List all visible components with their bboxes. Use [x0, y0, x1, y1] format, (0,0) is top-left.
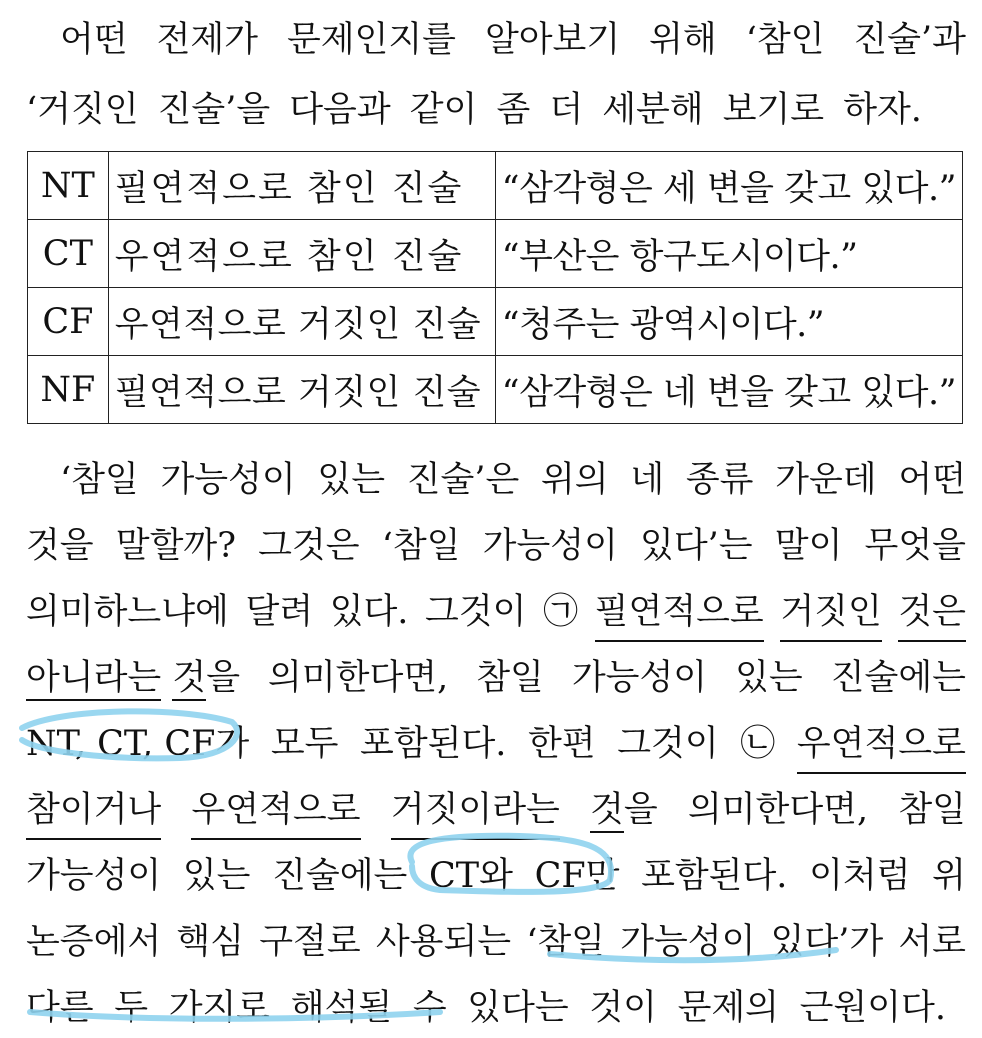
word: 가운데 [775, 460, 877, 500]
word: 좀 [496, 90, 531, 130]
body-line-3 [26, 582, 966, 642]
word: 전제가 [156, 20, 258, 60]
word: 진술에는 [830, 658, 966, 698]
word: 해석될 [290, 988, 393, 1028]
word: 문제인지를 [286, 20, 456, 60]
word: ‘참일 [60, 460, 139, 500]
word: 진술’은 [406, 460, 520, 500]
word: 있는 [317, 460, 386, 500]
type-name: 우연적으로 거짓인 진술 [108, 288, 495, 356]
word: 수 [412, 988, 447, 1028]
word: 있는 [182, 856, 251, 896]
type-example: “부산은 항구도시이다.” [495, 220, 962, 288]
body-line-7 [26, 846, 966, 906]
word: 논증에서 [26, 922, 162, 962]
word: 참일 [898, 790, 966, 830]
body-line-6 [26, 780, 966, 840]
word: ‘참인 [745, 20, 825, 60]
body-line-2 [26, 516, 966, 576]
word: 그것이 [617, 724, 719, 764]
body-line-8 [26, 912, 966, 972]
word-group [590, 780, 658, 840]
underlined-word: 거짓이라는 [391, 780, 560, 840]
word: 의미한다면, [687, 790, 869, 830]
word: 어떤 [60, 20, 128, 60]
word: 같이 [409, 90, 478, 130]
type-name: 우연적으로 참인 진술 [108, 220, 495, 288]
word: ‘참일 [526, 922, 605, 962]
body-line-4 [26, 648, 966, 708]
word: 두 [114, 988, 149, 1028]
word: 말할까? [115, 526, 236, 566]
word: 서로 [898, 922, 966, 962]
word: 진술’을 [157, 90, 271, 130]
type-code: NF [28, 356, 109, 424]
word: ‘거짓인 [26, 90, 139, 130]
word: 하자. [843, 90, 922, 130]
word: 위해 [649, 20, 717, 60]
table-row [28, 152, 963, 220]
word: 을 [206, 658, 241, 698]
word: 핵심 [176, 922, 245, 962]
type-example: “청주는 광역시이다.” [495, 288, 962, 356]
underlined-word: 필연적으로 [595, 582, 764, 642]
word: 모두 [270, 724, 339, 764]
body-line-1 [60, 450, 966, 510]
circled-marker-2: ㉡ [740, 724, 776, 764]
word: 포함된다. [360, 724, 507, 764]
word: 한편 [528, 724, 596, 764]
word-group [26, 714, 249, 774]
underlined-word: 것 [172, 658, 206, 701]
type-example: “삼각형은 세 변을 갖고 있다.” [495, 152, 962, 220]
word: 이처럼 [809, 856, 911, 896]
type-code: CF [28, 288, 109, 356]
word: 가능성이 [482, 526, 618, 566]
word: 있는 [735, 658, 803, 698]
word: CT, [97, 724, 154, 764]
word: 다음과 [289, 90, 391, 130]
word: 참일 [476, 658, 544, 698]
underlined-word: 것은 [898, 582, 966, 642]
word: 진술에는 [272, 856, 408, 896]
word: 위 [932, 856, 966, 896]
word: 근원이다. [799, 988, 946, 1028]
word: 종류 [685, 460, 754, 500]
underlined-word: 참이거나 [26, 780, 161, 840]
word: 그것이 [425, 592, 527, 632]
table-row [28, 288, 963, 356]
word: 네 [630, 460, 665, 500]
word: 가능성이 [26, 856, 162, 896]
table-row [28, 356, 963, 424]
word: 어떤 [898, 460, 966, 500]
body-line-9 [26, 978, 946, 1038]
type-name: 필연적으로 참인 진술 [108, 152, 495, 220]
underlined-word: 아니라는 [26, 658, 161, 701]
word: 의미한다면, [268, 658, 449, 698]
word: 구절로 [259, 922, 361, 962]
word: 다른 [26, 988, 94, 1028]
type-code: NT [28, 152, 109, 220]
word: 사용되는 [375, 922, 512, 962]
word: 알아보기 [484, 20, 621, 60]
word: 의미하느냐에 [26, 592, 229, 632]
intro-line-2 [26, 80, 922, 140]
underlined-word: 우연적으로 [191, 780, 360, 840]
word: 무엇을 [864, 526, 966, 566]
body-line-5 [26, 714, 966, 774]
word: 을 [623, 790, 658, 830]
word: 달려 [245, 592, 314, 632]
word: 가능성이 [571, 658, 708, 698]
word: 더 [549, 90, 584, 130]
underlined-word: 우연적으로 [797, 714, 966, 774]
word: CF가 [164, 724, 250, 764]
underlined-word: 거짓인 [780, 582, 881, 642]
word: 있다는 [467, 988, 569, 1028]
word: NT, [26, 724, 86, 764]
word: 가지로 [168, 988, 271, 1028]
word: 보기로 [722, 90, 825, 130]
table-row [28, 220, 963, 288]
word: 가능성이 [620, 922, 756, 962]
word: CT와 [429, 856, 513, 896]
word: 있다’가 [770, 922, 884, 962]
word: 것을 [26, 526, 94, 566]
word-group [26, 648, 240, 708]
word: 세분해 [602, 90, 704, 130]
word: 진술’과 [853, 20, 966, 60]
word: CF만 [534, 856, 620, 896]
word: 위의 [541, 460, 609, 500]
word: 있다’는 [640, 526, 753, 566]
intro-line-1 [26, 10, 966, 70]
word: 가능성이 [160, 460, 296, 500]
underlined-word: 것 [590, 790, 624, 833]
word: 말이 [774, 526, 843, 566]
word: 있다. [329, 592, 409, 632]
type-code: CT [28, 220, 109, 288]
word: 것이 [589, 988, 657, 1028]
word: ‘참일 [381, 526, 461, 566]
type-example: “삼각형은 네 변을 갖고 있다.” [495, 356, 962, 424]
word: 문제의 [677, 988, 779, 1028]
word: 포함된다. [641, 856, 788, 896]
circled-marker-1: ㉠ [543, 592, 579, 632]
type-name: 필연적으로 거짓인 진술 [108, 356, 495, 424]
statement-types-table [27, 151, 963, 424]
word: 그것은 [258, 526, 360, 566]
